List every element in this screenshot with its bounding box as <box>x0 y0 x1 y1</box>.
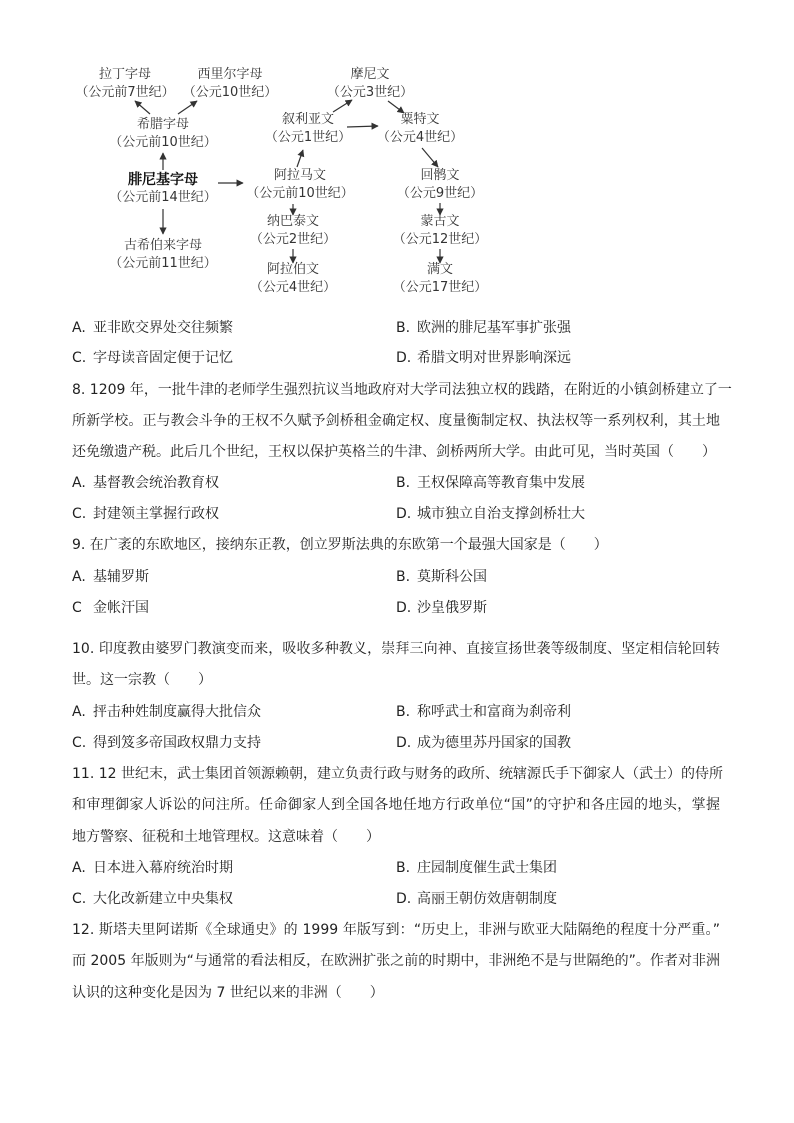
q9-option-d <box>396 597 487 619</box>
node-uyghur <box>370 167 510 203</box>
option-text: 城市独立自治支撑剑桥壮大 <box>417 506 585 522</box>
node-aramaic-date: （公元前10世纪） <box>246 186 354 201</box>
node-mongolian <box>370 213 510 249</box>
option-label: B. <box>396 569 411 585</box>
q10-option-d <box>396 732 571 754</box>
option-text: 基辅罗斯 <box>93 569 149 585</box>
q11-option-d <box>396 888 557 910</box>
q7-option-c <box>72 347 233 369</box>
node-greek <box>93 116 233 152</box>
node-latin-date: （公元前7世纪） <box>75 85 175 100</box>
node-aramaic-name: 阿拉马文 <box>273 168 326 183</box>
q11-stem-line-2: 和审理御家人诉讼的问注所。任命御家人到全国各地任地方行政单位“国”的守护和各庄园的地头，掌握 <box>72 797 720 813</box>
q8-stem-line-1: 8. 1209 年，一批牛津的老师学生强烈抗议当地政府对大学司法独立权的践踏，在附近的小镇剑桥建立了一 <box>72 382 732 398</box>
q7-option-a <box>72 317 233 339</box>
node-arabic-name: 阿拉伯文 <box>266 262 319 277</box>
q11-option-b <box>396 857 557 879</box>
node-manchu <box>370 261 510 297</box>
arrow-sogdian-to-uyghur <box>422 148 438 167</box>
node-aramaic <box>230 167 370 203</box>
option-text: 抨击种姓制度赢得大批信众 <box>93 704 261 720</box>
q10-stem-line-2: 世。这一宗教（ ） <box>72 672 212 688</box>
node-sogdian <box>350 111 490 147</box>
option-text: 沙皇俄罗斯 <box>417 600 487 616</box>
q11-stem-line-3: 地方警察、征税和土地管理权。这意味着（ ） <box>72 829 380 845</box>
node-latin-name: 拉丁字母 <box>98 67 151 82</box>
option-text: 基督教会统治教育权 <box>93 475 219 491</box>
q8-option-c <box>72 503 219 525</box>
q12-stem-line-3: 认识的这种变化是因为 7 世纪以来的非洲（ ） <box>72 985 384 1001</box>
q9-option-c <box>72 597 149 619</box>
node-manichaean-date: （公元3世纪） <box>326 85 414 100</box>
option-text: 得到笈多帝国政权鼎力支持 <box>93 735 261 751</box>
node-greek-name: 希腊字母 <box>136 117 189 132</box>
option-label: C <box>72 600 82 616</box>
node-nabataean-date: （公元2世纪） <box>249 232 337 247</box>
node-uyghur-date: （公元9世纪） <box>396 186 484 201</box>
q11-option-c <box>72 888 233 910</box>
node-manchu-name: 满文 <box>426 262 453 277</box>
option-text: 金帐汗国 <box>93 600 149 616</box>
q8-stem-line-2: 所新学校。正与教会斗争的王权不久赋予剑桥租金确定权、度量衡制定权、执法权等一系列权利，其土地 <box>72 413 720 429</box>
option-label: A. <box>72 569 86 585</box>
node-syriac-name: 叙利亚文 <box>281 112 334 127</box>
q10-option-c <box>72 732 261 754</box>
node-nabataean <box>223 213 363 249</box>
option-label: B. <box>396 320 411 336</box>
option-text: 亚非欧交界处交往频繁 <box>93 320 233 336</box>
arrow-greek-to-cyrillic <box>178 101 197 114</box>
node-manichaean <box>300 66 440 102</box>
option-label: D. <box>396 735 412 751</box>
q7-option-d <box>396 347 571 369</box>
node-sogdian-name: 粟特文 <box>400 112 440 127</box>
q11-option-a <box>72 857 233 879</box>
node-arabic-date: （公元4世纪） <box>249 280 337 295</box>
q9-option-b <box>396 566 487 588</box>
option-label: B. <box>396 475 411 491</box>
option-label: C. <box>72 506 87 522</box>
option-text: 高丽王朝仿效唐朝制度 <box>417 891 557 907</box>
option-text: 称呼武士和富商为刹帝利 <box>417 704 571 720</box>
option-label: A. <box>72 320 86 336</box>
option-label: A. <box>72 704 86 720</box>
option-text: 莫斯科公国 <box>417 569 487 585</box>
node-mongolian-name: 蒙古文 <box>420 214 460 229</box>
q8-option-a <box>72 472 219 494</box>
node-nabataean-name: 纳巴泰文 <box>266 214 319 229</box>
node-cyrillic-name: 西里尔字母 <box>197 67 263 82</box>
node-mongolian-date: （公元12世纪） <box>392 232 488 247</box>
q10-stem-line-1: 10. 印度教由婆罗门教演变而来，吸收多种教义，崇拜三向神、直接宣扬世袭等级制度、坚定相信轮回转 <box>72 641 720 657</box>
option-label: D. <box>396 506 412 522</box>
node-sogdian-date: （公元4世纪） <box>376 130 464 145</box>
option-label: C. <box>72 735 87 751</box>
node-manichaean-name: 摩尼文 <box>350 67 390 82</box>
alphabet-evolution-diagram <box>0 0 794 310</box>
option-label: A. <box>72 860 86 876</box>
q7-option-b <box>396 317 571 339</box>
option-label: C. <box>72 891 87 907</box>
option-text: 庄园制度催生武士集团 <box>417 860 557 876</box>
node-cyrillic <box>160 66 300 102</box>
node-cyrillic-date: （公元10世纪） <box>182 85 278 100</box>
q12-stem-line-2: 而 2005 年版则为“与通常的看法相反，在欧洲扩张之前的时期中，非洲绝不是与世隔绝的”。作者对非洲 <box>72 953 720 969</box>
option-label: B. <box>396 860 411 876</box>
q8-stem-line-3: 还免缴遗产税。此后几个世纪，王权以保护英格兰的牛津、剑桥两所大学。由此可见，当时英国（ ） <box>72 444 716 460</box>
option-text: 欧洲的腓尼基军事扩张强 <box>417 320 571 336</box>
option-label: D. <box>396 600 412 616</box>
option-text: 日本进入幕府统治时期 <box>93 860 233 876</box>
q9-stem-line-1: 9. 在广袤的东欧地区，接纳东正教，创立罗斯法典的东欧第一个最强大国家是（ ） <box>72 537 608 553</box>
node-hebrew-date: （公元前11世纪） <box>109 256 217 271</box>
q8-option-b <box>396 472 585 494</box>
option-text: 封建领主掌握行政权 <box>93 506 219 522</box>
q9-option-a <box>72 566 149 588</box>
arrow-aramaic-to-syriac <box>297 150 303 167</box>
node-uyghur-name: 回鹘文 <box>420 168 460 183</box>
node-greek-date: （公元前10世纪） <box>109 135 217 150</box>
option-text: 大化改新建立中央集权 <box>93 891 233 907</box>
node-hebrew <box>93 237 233 273</box>
node-syriac-date: （公元1世纪） <box>264 130 352 145</box>
option-label: D. <box>396 891 412 907</box>
q11-stem-line-1: 11. 12 世纪末，武士集团首领源赖朝，建立负责行政与财务的政所、统辖源氏手下御家人（武士）的侍所 <box>72 766 723 782</box>
option-text: 成为德里苏丹国家的国教 <box>417 735 571 751</box>
option-text: 字母读音固定便于记忆 <box>93 350 233 366</box>
q10-option-a <box>72 701 261 723</box>
option-label: C. <box>72 350 87 366</box>
node-phoenician <box>93 171 233 207</box>
arrow-greek-to-latin <box>135 101 150 114</box>
q10-option-b <box>396 701 571 723</box>
node-manchu-date: （公元17世纪） <box>392 280 488 295</box>
option-label: A. <box>72 475 86 491</box>
q12-stem-line-1: 12. 斯塔夫里阿诺斯《全球通史》的 1999 年版写到：“历史上，非洲与欧亚大陆隔绝的程度十分严重。” <box>72 922 720 938</box>
node-arabic <box>223 261 363 297</box>
option-text: 王权保障高等教育集中发展 <box>417 475 585 491</box>
node-phoenician-name: 腓尼基字母 <box>128 172 198 188</box>
q8-option-d <box>396 503 585 525</box>
node-phoenician-date: （公元前14世纪） <box>109 190 217 205</box>
node-hebrew-name: 古希伯来字母 <box>123 238 202 253</box>
option-label: B. <box>396 704 411 720</box>
option-text: 希腊文明对世界影响深远 <box>417 350 571 366</box>
option-label: D. <box>396 350 412 366</box>
